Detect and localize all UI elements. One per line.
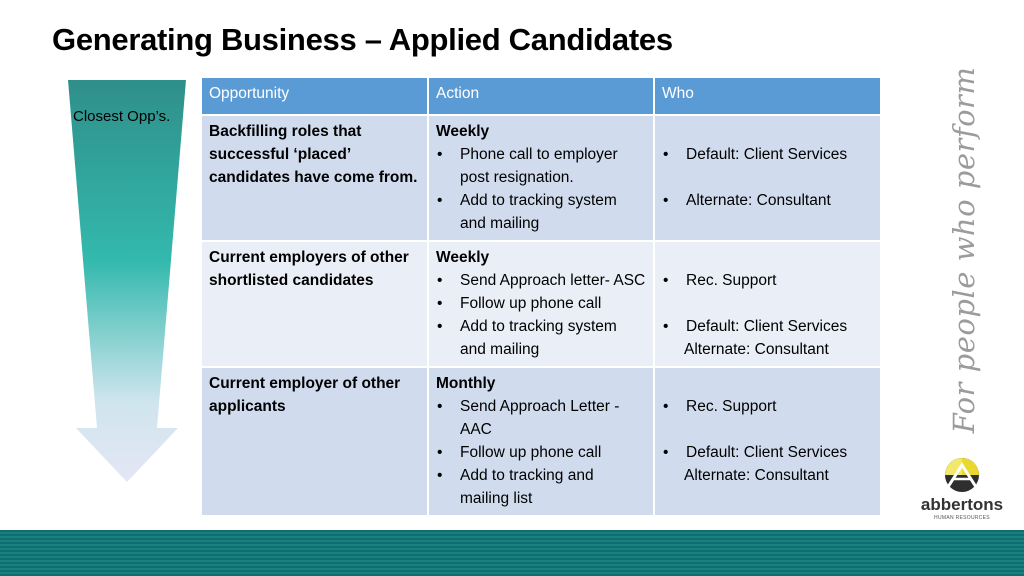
action-item: • Add to tracking and mailing list: [436, 464, 646, 510]
opportunity-cell: [201, 115, 428, 241]
action-item: • Send Approach letter- ASC: [436, 269, 646, 292]
bullet-icon: •: [663, 272, 669, 289]
logo-mark-icon: [912, 455, 1012, 497]
table-row: [201, 241, 881, 367]
table-header-row: [201, 77, 881, 115]
arrow-label: Closest Opp’s.: [73, 108, 171, 125]
action-cell: [428, 241, 654, 367]
who-cell: [654, 367, 881, 516]
who-item: • Rec. Support: [662, 269, 873, 292]
action-item: • Follow up phone call: [436, 292, 646, 315]
table-row: [201, 367, 881, 516]
slide-title: Generating Business – Applied Candidates: [52, 22, 673, 57]
action-item: • Add to tracking system and mailing: [436, 315, 646, 361]
bullet-icon: •: [663, 146, 669, 163]
header-opportunity: Opportunity: [201, 77, 428, 115]
bullet-icon: •: [663, 398, 669, 415]
opportunity-table: [200, 76, 882, 517]
logo-tagline: HUMAN RESOURCES: [934, 515, 990, 521]
bullet-icon: •: [663, 444, 669, 461]
frequency-label: Weekly: [436, 123, 490, 140]
table-row: [201, 115, 881, 241]
footer-band: [0, 530, 1024, 576]
who-cell: [654, 241, 881, 367]
opportunity-cell: [201, 241, 428, 367]
opportunity-text: Backfilling roles that successful ‘placed’ candidates have come from.: [209, 123, 418, 186]
action-item: • Follow up phone call: [436, 441, 646, 464]
priority-arrow: [68, 80, 186, 482]
opportunity-text: Current employer of other applicants: [209, 375, 401, 415]
action-cell: [428, 367, 654, 516]
tagline-vertical: For people who perform: [947, 66, 981, 434]
action-item: • Add to tracking system and mailing: [436, 189, 646, 235]
action-cell: [428, 115, 654, 241]
who-cell: [654, 115, 881, 241]
bullet-icon: •: [663, 192, 669, 209]
who-subtext: Alternate: Consultant: [684, 467, 829, 484]
frequency-label: Weekly: [436, 249, 490, 266]
header-action: Action: [428, 77, 654, 115]
frequency-label: Monthly: [436, 375, 496, 392]
who-item: • Default: Client Services: [662, 441, 873, 464]
who-item: • Alternate: Consultant: [662, 189, 873, 212]
who-subtext: Alternate: Consultant: [684, 341, 829, 358]
header-who: Who: [654, 77, 881, 115]
opportunity-cell: [201, 367, 428, 516]
action-item: • Phone call to employer post resignation.: [436, 143, 646, 189]
bullet-icon: •: [663, 318, 669, 335]
who-item: • Default: Client Services: [662, 315, 873, 338]
logo-name: abbertons: [920, 495, 1004, 514]
who-item: • Rec. Support: [662, 395, 873, 418]
company-logo: [912, 455, 1012, 525]
action-item: • Send Approach Letter - AAC: [436, 395, 646, 441]
who-item: • Default: Client Services: [662, 143, 873, 166]
opportunity-text: Current employers of other shortlisted candidates: [209, 249, 409, 289]
